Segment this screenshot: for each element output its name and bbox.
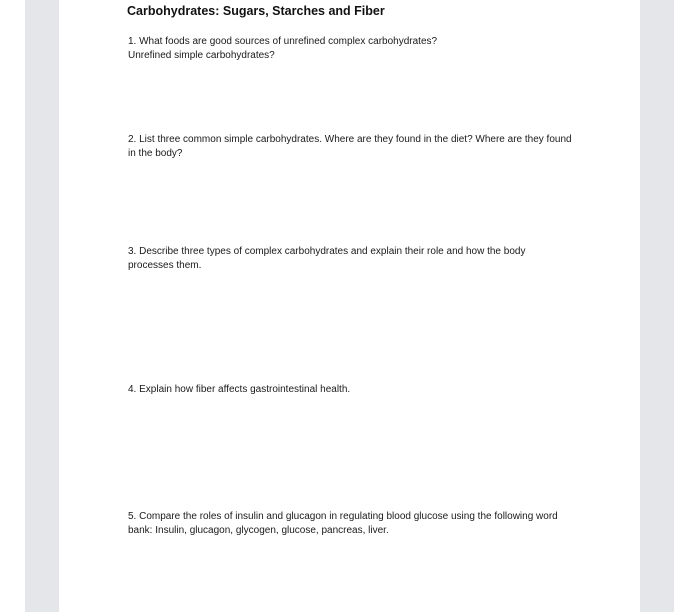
question-3: 3. Describe three types of complex carbohydrates and explain their role and how the body processes them. [128,246,526,271]
page-title: Carbohydrates: Sugars, Starches and Fiber [127,4,385,18]
question-5: 5. Compare the roles of insulin and glucagon in regulating blood glucose using the following word bank: Insulin, glucagon, glycogen, glucose, pancreas, liver. [128,511,558,536]
question-1-line-1: 1. What foods are good sources of unrefined complex carbohydrates? [128,36,438,47]
viewer-background-right [640,0,674,612]
question-2: 2. List three common simple carbohydrates. Where are they found in the diet? Where are they found in the body? [128,134,572,159]
question-1 [128,35,578,63]
question-1-line-2: Unrefined simple carbohydrates? [128,50,275,61]
viewer-background-left [25,0,59,612]
document-page [59,0,640,612]
question-4: 4. Explain how fiber affects gastrointestinal health. [128,384,351,395]
